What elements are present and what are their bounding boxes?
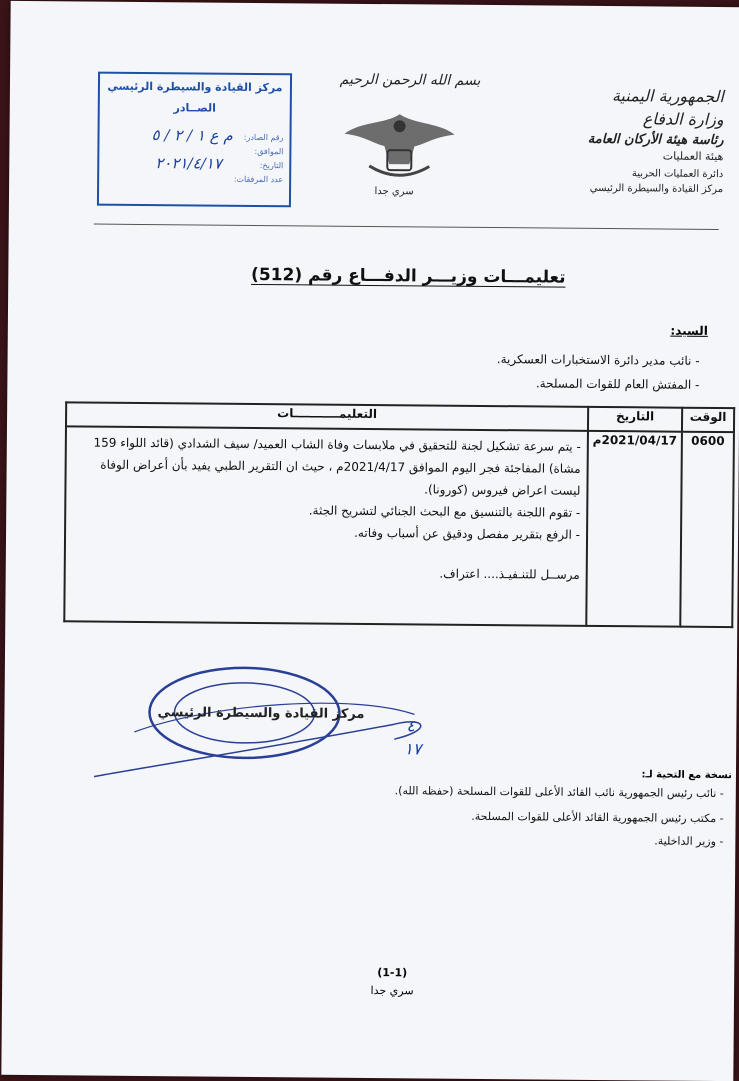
recipient-2: - المفتش العام للقوات المسلحة. <box>535 376 700 392</box>
instruction-3: - الرفع بتقرير مفصل ودقيق عن أسباب وفاته. <box>354 525 581 542</box>
to-label: السيد: <box>670 323 708 338</box>
table-row <box>64 426 734 627</box>
classification-bottom: سري جدا <box>370 984 414 998</box>
stamp-subtitle: الصــادر <box>173 101 217 115</box>
row-date: 2021/04/17م <box>586 431 682 627</box>
instruction-closing: مرســل للتنـفيـذ.... اعتراف. <box>439 566 580 582</box>
stamp-agrees-label: الموافق: <box>254 146 284 157</box>
stamp-ref-label: رقم الصادر: <box>243 132 284 143</box>
page-title: تعليمـــات وزيـــر الدفـــاع رقم (512) <box>250 264 566 288</box>
basmala: بسم الله الرحمن الرحيم <box>339 71 481 89</box>
header-divider <box>94 224 719 230</box>
header-time: الوقت <box>682 408 734 432</box>
header-date: التاريخ <box>588 407 682 432</box>
stamp-ref-value: م ع ١ / ٢ / ٥ <box>151 126 233 145</box>
letterhead <box>513 85 724 195</box>
hand-note-1: ٤ <box>406 716 416 736</box>
letterhead-staff: رئاسة هيئة الأركان العامة <box>587 131 724 149</box>
stamp-date-label: التاريخ: <box>259 161 284 171</box>
row-time: 0600 <box>680 432 734 627</box>
document-page <box>1 1 739 1081</box>
eagle-emblem-icon <box>339 104 460 185</box>
stamp-title: مركز القيادة والسيطرة الرئيسي <box>107 79 283 95</box>
hand-note-2: ١٧ <box>404 739 422 759</box>
cc-label: نسخة مع التحية لـ: <box>641 769 733 782</box>
stamp-date-value: ٢٠٢١/٤/١٧ <box>155 154 222 173</box>
classification-top: سري جدا <box>374 186 414 198</box>
instructions-table <box>63 401 735 628</box>
letterhead-center: مركز القيادة والسيطرة الرئيسي <box>589 182 724 196</box>
registration-stamp <box>97 72 292 208</box>
letterhead-department: دائرة العمليات الحربية <box>631 168 724 181</box>
stamp-attachments-label: عدد المرفقات: <box>233 174 284 185</box>
header-instructions: التعليمـــــــــــات <box>66 402 588 431</box>
cc-item-3: - وزير الداخلية. <box>654 834 724 849</box>
cc-item-1: - نائب رئيس الجمهورية نائب القائد الأعلى للقوات المسلحة (حفظه الله). <box>394 784 724 801</box>
cc-item-2: - مكتب رئيس الجمهورية القائد الأعلى للقوات المسلحة. <box>471 809 724 826</box>
signatory-name: مركز القيادة والسيطرة الرئيسي <box>157 705 365 722</box>
letterhead-ministry: وزارة الدفاع <box>642 109 724 130</box>
instruction-1: - يتم سرعة تشكيل لجنة للتحقيق في ملابسات وفاة الشاب العميد/ سيف الشدادي (قائد اللواء 159 مشاة) المفاجئة فجر اليوم الموافق 2021/4/17م ، حيث ان التقرير الطبي يفيد بأن أعراض الوفاة ليست اعراض فيروس (كورونا). <box>93 435 581 498</box>
instruction-2: - تقوم اللجنة بالتنسيق مع البحث الجنائي لتشريح الجثة. <box>308 503 581 520</box>
letterhead-republic: الجمهورية اليمنية <box>611 86 724 107</box>
row-instructions <box>64 426 588 626</box>
letterhead-operations: هيئة العمليات <box>662 149 724 164</box>
recipient-1: - نائب مدير دائرة الاستخبارات العسكرية. <box>496 352 700 368</box>
page-number: (1-1) <box>377 966 408 980</box>
